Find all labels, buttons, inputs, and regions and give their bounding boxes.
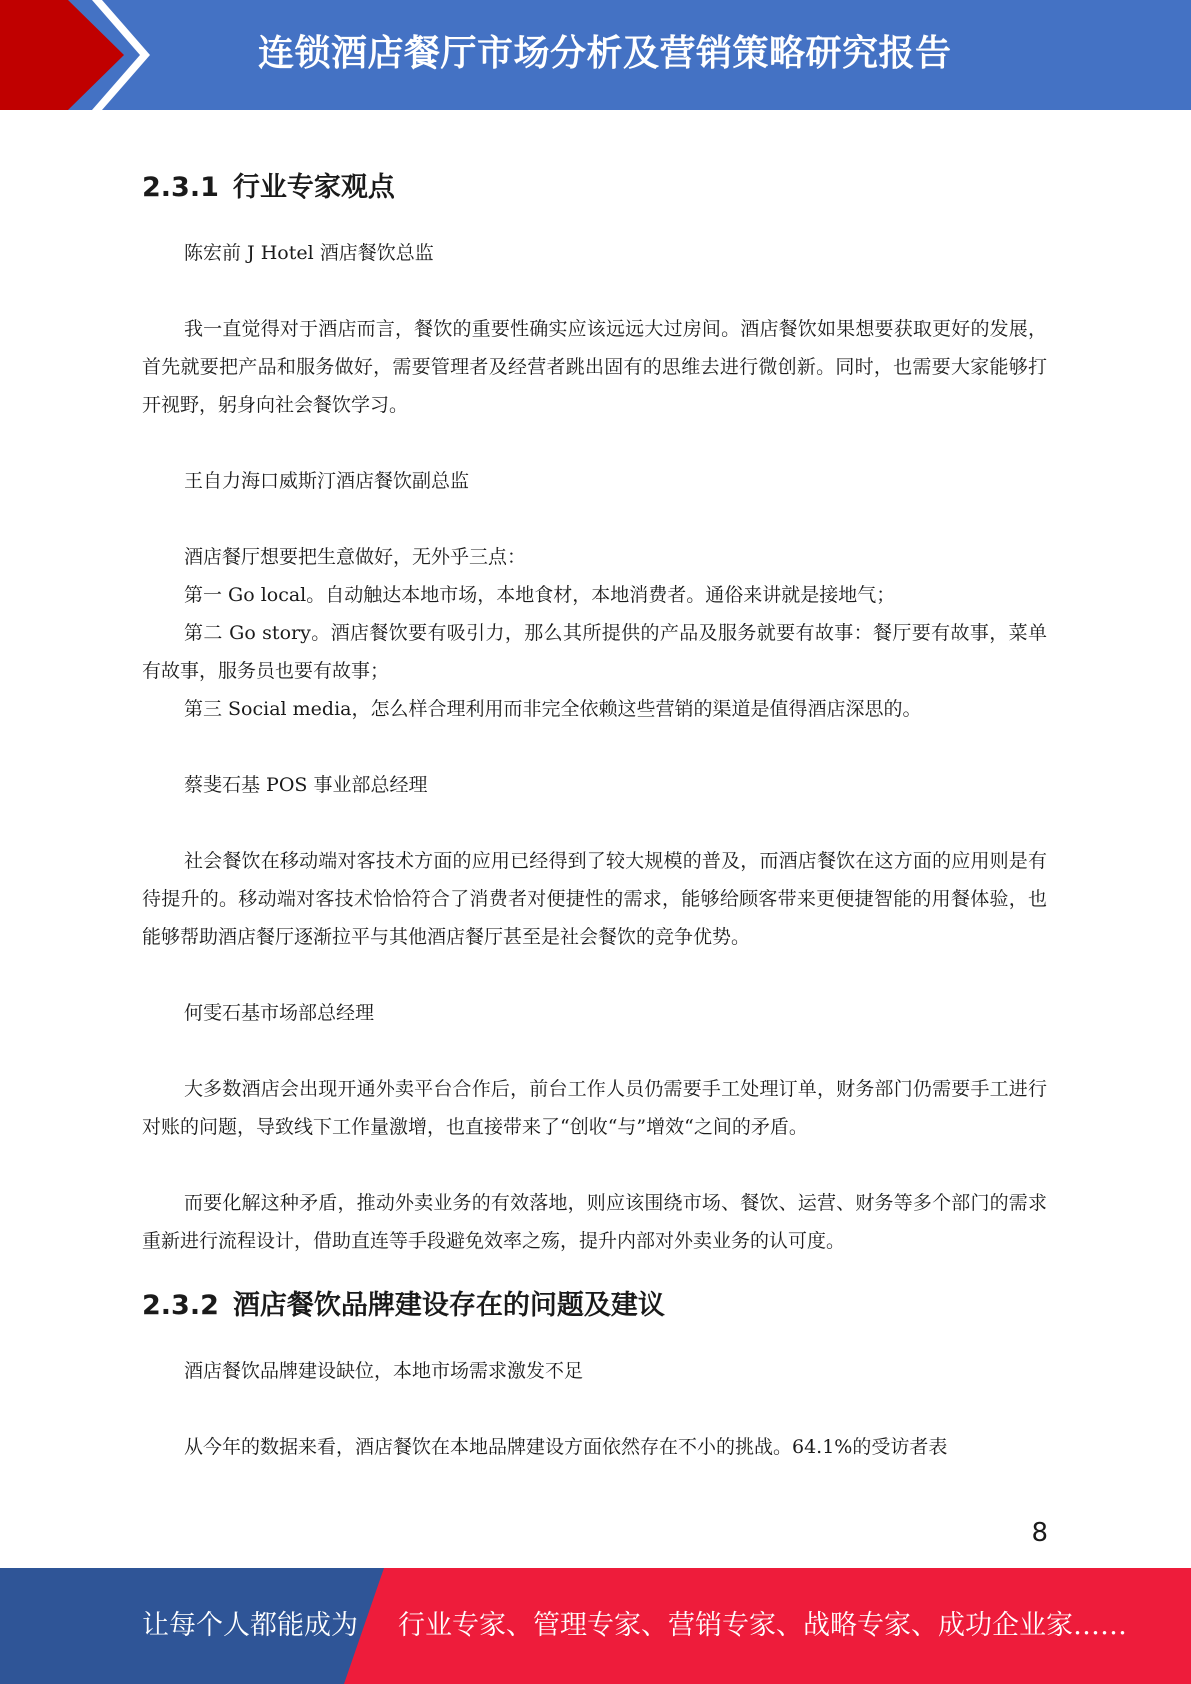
expert-quote-he-1: 大多数酒店会出现开通外卖平台合作后，前台工作人员仍需要手工处理订单，财务部门仍需要手工进行对账的问题，导致线下工作量激增，也直接带来了“创收“与”增效“之间的矛盾。 (142, 1078, 1047, 1138)
expert-quote-he-2: 而要化解这种矛盾，推动外卖业务的有效落地，则应该围绕市场、餐饮、运营、财务等多个部门的需求重新进行流程设计，借助直连等手段避免效率之殇，提升内部对外卖业务的认可度。 (142, 1192, 1047, 1252)
expert-name-he: 何雯石基市场部总经理 (184, 1002, 375, 1024)
footer-slogan-left: 让每个人都能成为 (142, 1610, 358, 1641)
subsection-lead: 酒店餐饮品牌建设缺位，本地市场需求激发不足 (184, 1360, 584, 1382)
page-content (142, 160, 1047, 1466)
section-number: 2.3.2 (142, 1290, 219, 1321)
body-paragraph: 从今年的数据来看，酒店餐饮在本地品牌建设方面依然存在不小的挑战。64.1%的受访者表 (184, 1436, 948, 1458)
expert-name-wang: 王自力海口威斯汀酒店餐饮副总监 (184, 470, 470, 492)
header-arrow-decoration (0, 0, 260, 110)
section-title: 行业专家观点 (232, 172, 395, 203)
section-heading-2-3-1 (142, 160, 1047, 216)
expert-quote-cai: 社会餐饮在移动端对客技术方面的应用已经得到了较大规模的普及，而酒店餐饮在这方面的应用则是有待提升的。移动端对客技术恰恰符合了消费者对便捷性的需求，能够给顾客带来更便捷智能的用餐体验，也能够帮助酒店餐厅逐渐拉平与其他酒店餐厅甚至是社会餐饮的竞争优势。 (142, 850, 1047, 948)
page-header (0, 0, 1191, 110)
section-title: 酒店餐饮品牌建设存在的问题及建议 (232, 1290, 665, 1321)
expert-quote-chen: 我一直觉得对于酒店而言，餐饮的重要性确实应该远远大过房间。酒店餐饮如果想要获取更好的发展，首先就要把产品和服务做好，需要管理者及经营者跳出固有的思维去进行微创新。同时，也需要大家能够打开视野，躬身向社会餐饮学习。 (142, 318, 1047, 416)
expert-name-cai: 蔡斐石基 POS 事业部总经理 (184, 774, 428, 796)
expert-quote-wang-point-2: 第二 Go story。酒店餐饮要有吸引力，那么其所提供的产品及服务就要有故事：餐厅要有故事，菜单有故事，服务员也要有故事； (142, 622, 1047, 682)
footer-slogan-right: 行业专家、管理专家、营销专家、战略专家、成功企业家…… (398, 1610, 1127, 1641)
expert-quote-wang-point-3: 第三 Social media，怎么样合理利用而非完全依赖这些营销的渠道是值得酒店深思的。 (184, 698, 922, 720)
section-number: 2.3.1 (142, 172, 219, 203)
expert-quote-wang-intro: 酒店餐厅想要把生意做好，无外乎三点： (184, 546, 527, 568)
page-footer (0, 1568, 1191, 1684)
report-title: 连锁酒店餐厅市场分析及营销策略研究报告 (258, 33, 952, 74)
expert-name-chen: 陈宏前 J Hotel 酒店餐饮总监 (184, 242, 434, 264)
expert-quote-wang-point-1: 第一 Go local。自动触达本地市场，本地食材，本地消费者。通俗来讲就是接地气； (184, 584, 896, 606)
page-number: 8 (1031, 1518, 1048, 1548)
section-heading-2-3-2 (142, 1278, 1047, 1334)
